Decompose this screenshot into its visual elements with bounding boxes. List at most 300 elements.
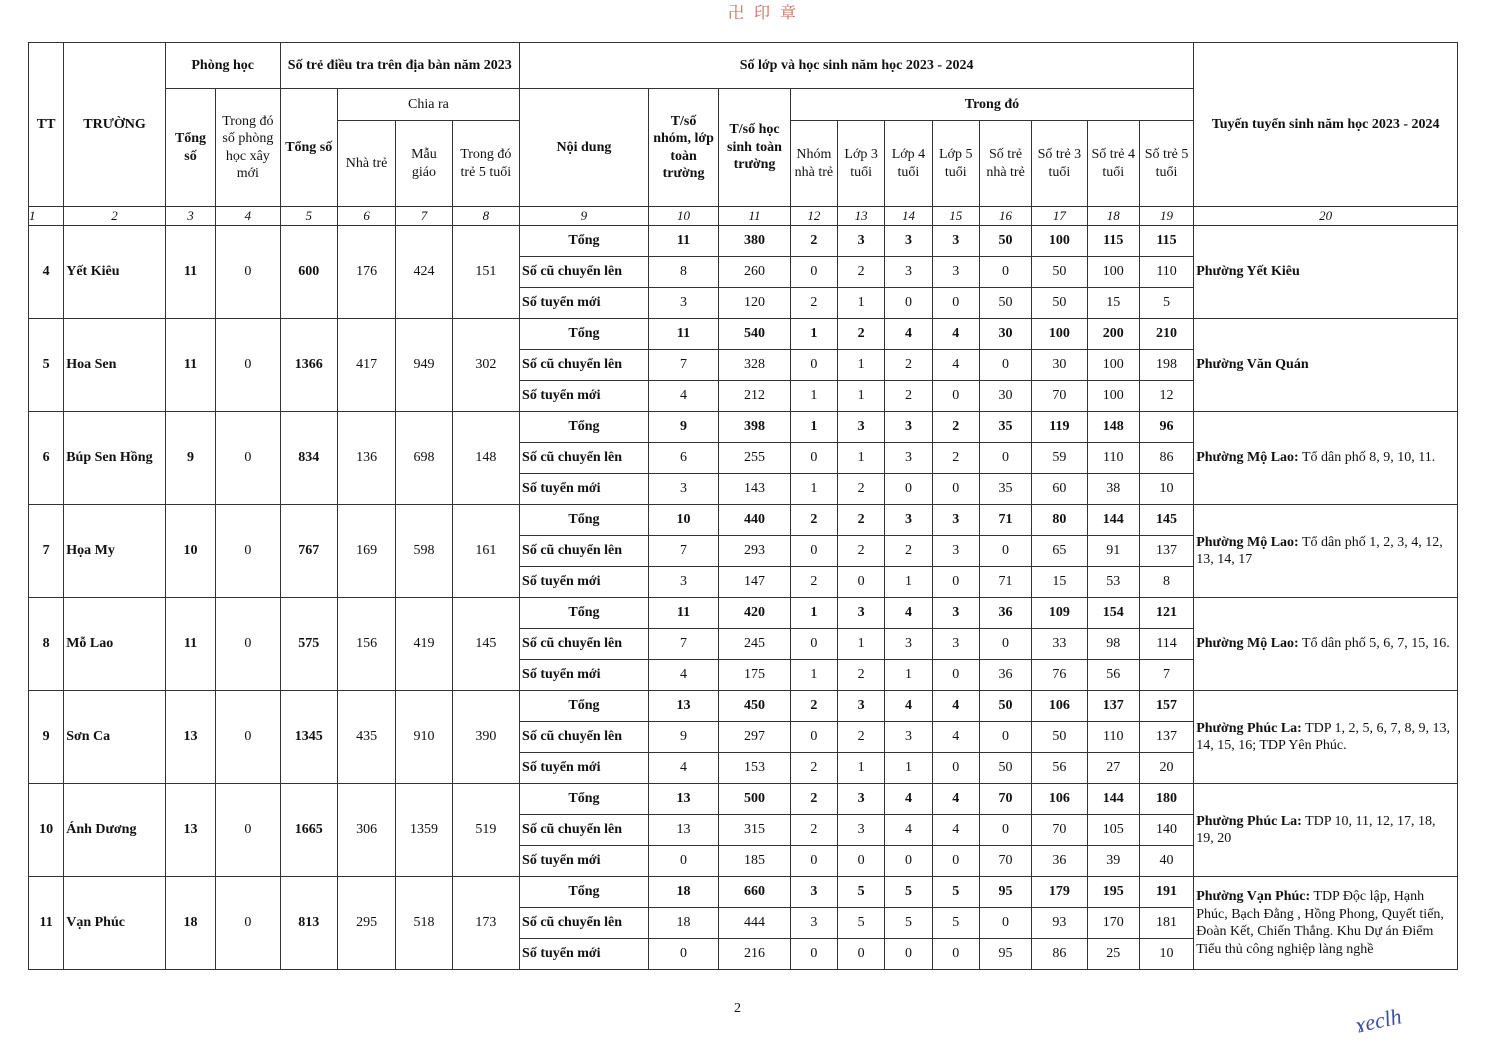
children-kindergarten: 698	[396, 412, 452, 505]
area-detail: Tổ dân phố 8, 9, 10, 11.	[1298, 450, 1436, 466]
row-label: Số tuyển mới	[520, 381, 649, 412]
school-tt: 10	[29, 784, 64, 877]
children-5yo: 302	[452, 319, 519, 412]
data-cell: 76	[1032, 660, 1087, 691]
data-cell: 1	[790, 598, 837, 629]
data-cell: 11	[648, 319, 718, 350]
data-cell: 0	[648, 846, 718, 877]
data-cell: 60	[1032, 474, 1087, 505]
data-cell: 3	[932, 257, 979, 288]
data-cell: 3	[932, 226, 979, 257]
data-cell: 35	[979, 474, 1031, 505]
rooms-new: 0	[216, 598, 280, 691]
data-cell: 5	[838, 877, 885, 908]
enrollment-area	[1194, 598, 1458, 691]
data-cell: 3	[885, 722, 932, 753]
data-cell: 86	[1032, 939, 1087, 970]
hdr-mau-giao: Mẫu giáo	[396, 121, 452, 207]
area-detail: Tổ dân phố 1, 2, 3, 4, 12, 13, 14, 17	[1196, 534, 1443, 567]
data-cell: 9	[648, 722, 718, 753]
data-cell: 0	[885, 288, 932, 319]
data-cell: 3	[790, 877, 837, 908]
data-cell: 56	[1087, 660, 1139, 691]
data-cell: 185	[719, 846, 790, 877]
data-cell: 2	[932, 443, 979, 474]
data-cell: 13	[648, 784, 718, 815]
data-cell: 3	[932, 536, 979, 567]
table-row	[29, 598, 1458, 629]
data-cell: 8	[1139, 567, 1193, 598]
data-cell: 450	[719, 691, 790, 722]
data-cell: 3	[838, 598, 885, 629]
school-name: Ánh Dương	[64, 784, 166, 877]
data-cell: 2	[885, 536, 932, 567]
data-cell: 8	[648, 257, 718, 288]
data-cell: 140	[1139, 815, 1193, 846]
enrollment-table	[28, 42, 1458, 970]
data-cell: 260	[719, 257, 790, 288]
rooms-total: 11	[165, 598, 215, 691]
data-cell: 59	[1032, 443, 1087, 474]
row-label: Tổng	[520, 319, 649, 350]
data-cell: 216	[719, 939, 790, 970]
data-cell: 50	[979, 226, 1031, 257]
table-row	[29, 691, 1458, 722]
data-cell: 10	[1139, 939, 1193, 970]
data-cell: 200	[1087, 319, 1139, 350]
data-cell: 0	[932, 288, 979, 319]
row-label: Số cũ chuyển lên	[520, 908, 649, 939]
data-cell: 93	[1032, 908, 1087, 939]
rooms-new: 0	[216, 412, 280, 505]
data-cell: 297	[719, 722, 790, 753]
children-kindergarten: 518	[396, 877, 452, 970]
row-label: Số cũ chuyển lên	[520, 350, 649, 381]
school-name: Họa My	[64, 505, 166, 598]
hdr-lop-3: Lớp 3 tuổi	[838, 121, 885, 207]
data-cell: 115	[1139, 226, 1193, 257]
data-cell: 0	[790, 722, 837, 753]
data-cell: 4	[932, 722, 979, 753]
data-cell: 2	[885, 350, 932, 381]
data-cell: 0	[932, 846, 979, 877]
data-cell: 0	[932, 660, 979, 691]
data-cell: 175	[719, 660, 790, 691]
data-cell: 70	[1032, 815, 1087, 846]
data-cell: 1	[838, 443, 885, 474]
data-cell: 5	[1139, 288, 1193, 319]
data-cell: 106	[1032, 691, 1087, 722]
hdr-st-4: Số trẻ 4 tuổi	[1087, 121, 1139, 207]
hdr-tong-so-tre: Tổng số	[280, 89, 337, 207]
row-label: Số cũ chuyển lên	[520, 443, 649, 474]
table-row	[29, 505, 1458, 536]
data-cell: 3	[885, 629, 932, 660]
data-cell: 95	[979, 877, 1031, 908]
table-row	[29, 319, 1458, 350]
data-cell: 121	[1139, 598, 1193, 629]
data-cell: 100	[1032, 319, 1087, 350]
children-kindergarten: 598	[396, 505, 452, 598]
children-nursery: 176	[337, 226, 395, 319]
data-cell: 2	[932, 412, 979, 443]
school-name: Yết Kiêu	[64, 226, 166, 319]
data-cell: 195	[1087, 877, 1139, 908]
data-cell: 0	[979, 443, 1031, 474]
data-cell: 0	[838, 846, 885, 877]
children-total: 813	[280, 877, 337, 970]
children-kindergarten: 1359	[396, 784, 452, 877]
data-cell: 80	[1032, 505, 1087, 536]
data-cell: 4	[648, 381, 718, 412]
data-cell: 5	[838, 908, 885, 939]
data-cell: 181	[1139, 908, 1193, 939]
data-cell: 0	[979, 908, 1031, 939]
data-cell: 65	[1032, 536, 1087, 567]
data-cell: 398	[719, 412, 790, 443]
data-cell: 71	[979, 567, 1031, 598]
column-number: 17	[1032, 207, 1087, 226]
data-cell: 7	[648, 536, 718, 567]
data-cell: 500	[719, 784, 790, 815]
data-cell: 660	[719, 877, 790, 908]
school-tt: 7	[29, 505, 64, 598]
column-number: 8	[452, 207, 519, 226]
data-cell: 11	[648, 598, 718, 629]
data-cell: 0	[979, 257, 1031, 288]
data-cell: 7	[1139, 660, 1193, 691]
column-number: 20	[1194, 207, 1458, 226]
children-kindergarten: 424	[396, 226, 452, 319]
hdr-truong: TRƯỜNG	[64, 43, 166, 207]
table-row	[29, 877, 1458, 908]
children-5yo: 151	[452, 226, 519, 319]
data-cell: 18	[648, 908, 718, 939]
row-label: Tổng	[520, 691, 649, 722]
school-rows	[29, 226, 1458, 970]
column-number: 1	[29, 207, 64, 226]
data-cell: 2	[790, 784, 837, 815]
data-cell: 36	[979, 598, 1031, 629]
hdr-xay-moi: Trong đó số phòng học xây mới	[216, 89, 280, 207]
data-cell: 0	[932, 567, 979, 598]
hdr-st-3: Số trẻ 3 tuổi	[1032, 121, 1087, 207]
data-cell: 0	[648, 939, 718, 970]
data-cell: 27	[1087, 753, 1139, 784]
data-cell: 3	[648, 567, 718, 598]
data-cell: 0	[790, 846, 837, 877]
column-number: 4	[216, 207, 280, 226]
data-cell: 5	[885, 908, 932, 939]
data-cell: 2	[838, 474, 885, 505]
row-label: Số cũ chuyển lên	[520, 629, 649, 660]
table-row	[29, 226, 1458, 257]
hdr-ts-hs: T/số học sinh toàn trường	[719, 89, 790, 207]
children-nursery: 156	[337, 598, 395, 691]
data-cell: 2	[838, 257, 885, 288]
school-tt: 9	[29, 691, 64, 784]
table-row	[29, 784, 1458, 815]
area-ward: Phường Phúc La:	[1196, 720, 1302, 736]
data-cell: 380	[719, 226, 790, 257]
data-cell: 0	[885, 474, 932, 505]
data-cell: 2	[885, 381, 932, 412]
data-cell: 0	[979, 815, 1031, 846]
hdr-nhom-nha-tre: Nhóm nhà trẻ	[790, 121, 837, 207]
data-cell: 4	[932, 784, 979, 815]
children-kindergarten: 949	[396, 319, 452, 412]
table-row	[29, 412, 1458, 443]
row-label: Số cũ chuyển lên	[520, 257, 649, 288]
data-cell: 10	[1139, 474, 1193, 505]
data-cell: 144	[1087, 784, 1139, 815]
area-ward: Phường Yết Kiêu	[1196, 264, 1300, 280]
column-number: 2	[64, 207, 166, 226]
data-cell: 3	[838, 226, 885, 257]
data-cell: 154	[1087, 598, 1139, 629]
enrollment-area	[1194, 319, 1458, 412]
data-cell: 0	[790, 629, 837, 660]
children-5yo: 145	[452, 598, 519, 691]
hdr-trong-do: Trong đó	[790, 89, 1194, 121]
children-5yo: 519	[452, 784, 519, 877]
enrollment-area	[1194, 784, 1458, 877]
data-cell: 0	[932, 939, 979, 970]
data-cell: 70	[979, 784, 1031, 815]
data-cell: 1	[838, 288, 885, 319]
children-5yo: 161	[452, 505, 519, 598]
data-cell: 1	[885, 753, 932, 784]
children-kindergarten: 910	[396, 691, 452, 784]
hdr-so-tre-dieu-tra: Số trẻ điều tra trên địa bàn năm 2023	[280, 43, 519, 89]
data-cell: 50	[1032, 722, 1087, 753]
children-kindergarten: 419	[396, 598, 452, 691]
data-cell: 4	[932, 350, 979, 381]
children-total: 1366	[280, 319, 337, 412]
data-cell: 18	[648, 877, 718, 908]
data-cell: 293	[719, 536, 790, 567]
row-label: Số tuyển mới	[520, 660, 649, 691]
hdr-lop-4: Lớp 4 tuổi	[885, 121, 932, 207]
data-cell: 114	[1139, 629, 1193, 660]
data-cell: 100	[1087, 257, 1139, 288]
data-cell: 50	[979, 288, 1031, 319]
data-cell: 25	[1087, 939, 1139, 970]
rooms-new: 0	[216, 877, 280, 970]
row-label: Số cũ chuyển lên	[520, 815, 649, 846]
data-cell: 38	[1087, 474, 1139, 505]
data-cell: 540	[719, 319, 790, 350]
column-number: 19	[1139, 207, 1193, 226]
data-cell: 109	[1032, 598, 1087, 629]
hdr-tt: TT	[29, 43, 64, 207]
children-nursery: 306	[337, 784, 395, 877]
data-cell: 3	[838, 784, 885, 815]
row-label: Số tuyển mới	[520, 939, 649, 970]
hdr-tuyen-sinh: Tuyến tuyển sinh năm học 2023 - 2024	[1194, 43, 1458, 207]
children-5yo: 148	[452, 412, 519, 505]
data-cell: 0	[790, 350, 837, 381]
rooms-new: 0	[216, 226, 280, 319]
school-name: Sơn Ca	[64, 691, 166, 784]
area-ward: Phường Văn Quán	[1196, 357, 1309, 373]
data-cell: 255	[719, 443, 790, 474]
area-detail: TDP 10, 11, 12, 17, 18, 19, 20	[1196, 813, 1436, 846]
row-label: Tổng	[520, 784, 649, 815]
rooms-total: 11	[165, 226, 215, 319]
data-cell: 198	[1139, 350, 1193, 381]
data-cell: 444	[719, 908, 790, 939]
row-label: Số tuyển mới	[520, 753, 649, 784]
data-cell: 4	[885, 598, 932, 629]
area-detail: TDP 1, 2, 5, 6, 7, 8, 9, 13, 14, 15, 16; TDP Yên Phúc.	[1196, 720, 1451, 753]
data-cell: 2	[838, 660, 885, 691]
data-cell: 2	[790, 226, 837, 257]
enrollment-area	[1194, 877, 1458, 970]
data-cell: 3	[932, 629, 979, 660]
data-cell: 210	[1139, 319, 1193, 350]
children-total: 767	[280, 505, 337, 598]
data-cell: 328	[719, 350, 790, 381]
data-cell: 91	[1087, 536, 1139, 567]
column-number: 10	[648, 207, 718, 226]
data-cell: 180	[1139, 784, 1193, 815]
data-cell: 100	[1032, 226, 1087, 257]
column-number: 12	[790, 207, 837, 226]
data-cell: 153	[719, 753, 790, 784]
data-cell: 3	[648, 474, 718, 505]
rooms-total: 13	[165, 784, 215, 877]
data-cell: 1	[790, 412, 837, 443]
data-cell: 0	[932, 474, 979, 505]
row-label: Số tuyển mới	[520, 474, 649, 505]
data-cell: 71	[979, 505, 1031, 536]
data-cell: 12	[1139, 381, 1193, 412]
data-cell: 0	[790, 939, 837, 970]
data-cell: 86	[1139, 443, 1193, 474]
data-cell: 105	[1087, 815, 1139, 846]
children-nursery: 435	[337, 691, 395, 784]
children-5yo: 173	[452, 877, 519, 970]
area-detail: TDP Độc lập, Hạnh Phúc, Bạch Đằng , Hồng Phong, Quyết tiến, Đoàn Kết, Chiến Thắng. Khu Dự án Điểm Tiểu thủ công nghiệp làng nghề	[1196, 889, 1444, 957]
school-name: Vạn Phúc	[64, 877, 166, 970]
data-cell: 119	[1032, 412, 1087, 443]
hdr-lop-5: Lớp 5 tuổi	[932, 121, 979, 207]
data-cell: 4	[932, 319, 979, 350]
data-cell: 110	[1087, 722, 1139, 753]
data-cell: 96	[1139, 412, 1193, 443]
area-ward: Phường Mộ Lao:	[1196, 534, 1299, 550]
data-cell: 4	[885, 784, 932, 815]
data-cell: 3	[838, 691, 885, 722]
children-nursery: 136	[337, 412, 395, 505]
data-cell: 5	[932, 877, 979, 908]
data-cell: 3	[838, 815, 885, 846]
data-cell: 1	[838, 381, 885, 412]
rooms-total: 9	[165, 412, 215, 505]
column-number: 15	[932, 207, 979, 226]
data-cell: 143	[719, 474, 790, 505]
school-name: Hoa Sen	[64, 319, 166, 412]
data-cell: 115	[1087, 226, 1139, 257]
data-cell: 148	[1087, 412, 1139, 443]
row-label: Tổng	[520, 505, 649, 536]
data-cell: 0	[838, 939, 885, 970]
children-nursery: 417	[337, 319, 395, 412]
data-cell: 2	[790, 815, 837, 846]
data-cell: 56	[1032, 753, 1087, 784]
data-cell: 3	[790, 908, 837, 939]
data-cell: 50	[1032, 288, 1087, 319]
hdr-nha-tre: Nhà trẻ	[337, 121, 395, 207]
children-nursery: 295	[337, 877, 395, 970]
data-cell: 39	[1087, 846, 1139, 877]
data-cell: 0	[885, 846, 932, 877]
data-cell: 3	[932, 505, 979, 536]
data-cell: 3	[838, 412, 885, 443]
data-cell: 5	[932, 908, 979, 939]
hdr-tong-so-phong: Tổng số	[165, 89, 215, 207]
data-cell: 191	[1139, 877, 1193, 908]
data-cell: 95	[979, 939, 1031, 970]
row-label: Số tuyển mới	[520, 846, 649, 877]
column-number: 11	[719, 207, 790, 226]
data-cell: 11	[648, 226, 718, 257]
rooms-total: 18	[165, 877, 215, 970]
data-cell: 1	[885, 567, 932, 598]
data-cell: 2	[838, 536, 885, 567]
data-cell: 30	[979, 319, 1031, 350]
hdr-phong-hoc: Phòng học	[165, 43, 280, 89]
area-ward: Phường Mộ Lao:	[1196, 450, 1299, 466]
data-cell: 1	[790, 660, 837, 691]
data-cell: 0	[885, 939, 932, 970]
data-cell: 0	[979, 350, 1031, 381]
data-cell: 1	[838, 629, 885, 660]
data-cell: 20	[1139, 753, 1193, 784]
data-cell: 2	[790, 505, 837, 536]
school-name: Mỗ Lao	[64, 598, 166, 691]
data-cell: 2	[838, 319, 885, 350]
row-label: Tổng	[520, 877, 649, 908]
data-cell: 2	[790, 288, 837, 319]
data-cell: 0	[932, 753, 979, 784]
data-cell: 145	[1139, 505, 1193, 536]
data-cell: 70	[979, 846, 1031, 877]
column-number: 18	[1087, 207, 1139, 226]
enrollment-area	[1194, 505, 1458, 598]
rooms-new: 0	[216, 505, 280, 598]
data-cell: 1	[838, 350, 885, 381]
data-cell: 440	[719, 505, 790, 536]
data-cell: 13	[648, 815, 718, 846]
area-ward: Phường Vạn Phúc:	[1196, 889, 1311, 904]
data-cell: 7	[648, 350, 718, 381]
data-cell: 2	[838, 505, 885, 536]
data-cell: 120	[719, 288, 790, 319]
hdr-st-nha-tre: Số trẻ nhà trẻ	[979, 121, 1031, 207]
data-cell: 2	[838, 722, 885, 753]
hdr-so-lop-hs: Số lớp và học sinh năm học 2023 - 2024	[520, 43, 1194, 89]
row-label: Số tuyển mới	[520, 567, 649, 598]
data-cell: 0	[932, 381, 979, 412]
school-tt: 8	[29, 598, 64, 691]
data-cell: 0	[838, 567, 885, 598]
hdr-noi-dung: Nội dung	[520, 89, 649, 207]
data-cell: 10	[648, 505, 718, 536]
data-cell: 3	[648, 288, 718, 319]
row-label: Số tuyển mới	[520, 288, 649, 319]
